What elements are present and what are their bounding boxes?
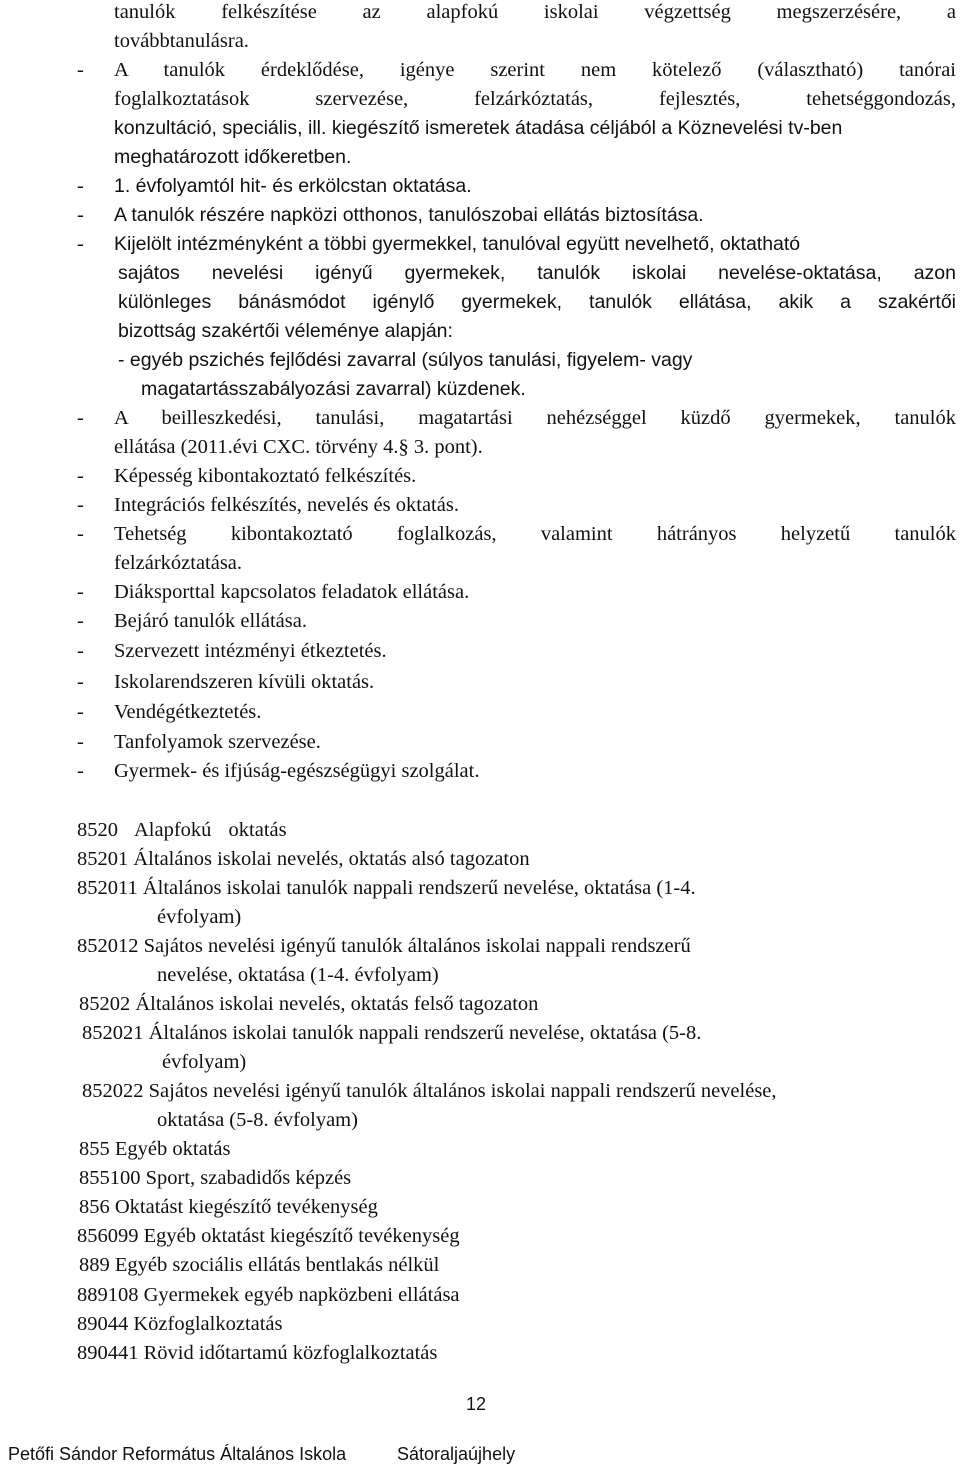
activity-code-cont: évfolyam) [162,1051,247,1073]
activity-code: 852011 Általános iskolai tanulók nappali rendszerű nevelése, oktatása (1-4. [77,877,696,899]
list-item-line: különleges bánásmódot igénylő gyermekek, tanulók ellátása, akik a szakértői [118,291,956,313]
paragraph-line: tanulók felkészítése az alapfokú iskolai végzettség megszerzésére, a [114,1,956,23]
list-item: Gyermek- és ifjúság-egészségügyi szolgálat. [114,760,480,782]
list-item: Vendégétkeztetés. [114,701,262,723]
list-dash: - [77,523,84,545]
list-dash: - [77,175,84,197]
list-item-line: sajátos nevelési igényű gyermekek, tanulók iskolai nevelése-oktatása, azon [118,262,956,284]
activity-code: 890441 Rövid időtartamú közfoglalkoztatás [77,1342,438,1364]
list-item-line: A beilleszkedési, tanulási, magatartási nehézséggel küzdő gyermekek, tanulók [114,407,956,429]
footer-town: Sátoraljaújhely [397,1444,516,1464]
activity-code: 852022 Sajátos nevelési igényű tanulók általános iskolai nappali rendszerű nevelése, [82,1080,777,1102]
activity-code: 855100 Sport, szabadidős képzés [79,1167,352,1189]
activity-code-cont: nevelése, oktatása (1-4. évfolyam) [157,964,439,986]
paragraph-line: továbbtanulásra. [114,30,249,52]
sub-item-line: magatartásszabályozási zavarral) küzdenek. [141,378,526,400]
list-dash: - [77,59,84,81]
list-item-line: meghatározott időkeretben. [114,146,352,168]
list-dash: - [77,610,84,632]
list-item: Integrációs felkészítés, nevelés és oktatás. [114,494,459,516]
activity-code: 85202 Általános iskolai nevelés, oktatás felső tagozaton [79,993,539,1015]
footer-school-name: Petőfi Sándor Református Általános Iskola [8,1444,347,1464]
list-item-line: A tanulók érdeklődése, igénye szerint nem kötelező (választható) tanórai [114,59,956,81]
list-item: Szervezett intézményi étkeztetés. [114,640,387,662]
activity-code: 852021 Általános iskolai tanulók nappali rendszerű nevelése, oktatása (5-8. [82,1022,702,1044]
list-item-line: bizottság szakértői véleménye alapján: [118,320,453,342]
activity-code: 852012 Sajátos nevelési igényű tanulók általános iskolai nappali rendszerű [77,935,691,957]
list-item: A tanulók részére napközi otthonos, tanulószobai ellátás biztosítása. [114,204,704,226]
list-dash: - [77,494,84,516]
list-item: Diáksporttal kapcsolatos feladatok ellátása. [114,581,470,603]
list-item-line: Tehetség kibontakoztató foglalkozás, valamint hátrányos helyzetű tanulók [114,523,956,545]
activity-code: 889 Egyéb szociális ellátás bentlakás nélkül [79,1254,440,1276]
list-item-line: felzárkóztatása. [114,552,243,574]
list-dash: - [77,204,84,226]
list-item-line: ellátása (2011.évi CXC. törvény 4.§ 3. pont). [114,436,483,458]
activity-code: 89044 Közfoglalkoztatás [77,1313,283,1335]
list-item: Tanfolyamok szervezése. [114,731,321,753]
list-item: Bejáró tanulók ellátása. [114,610,307,632]
activity-code: 856099 Egyéb oktatást kiegészítő tevékenység [77,1225,460,1247]
activity-code-cont: évfolyam) [157,906,242,928]
list-dash: - [77,760,84,782]
sub-item-line: - egyéb pszichés fejlődési zavarral (súlyos tanulási, figyelem- vagy [118,349,693,371]
list-item: Képesség kibontakoztató felkészítés. [114,465,417,487]
page-number: 12 [466,1394,487,1414]
list-item: Iskolarendszeren kívüli oktatás. [114,671,375,693]
list-dash: - [77,233,84,255]
list-dash: - [77,671,84,693]
activity-code-cont: oktatása (5-8. évfolyam) [157,1109,358,1131]
activity-code: 889108 Gyermekek egyéb napközbeni ellátása [77,1284,460,1306]
list-dash: - [77,701,84,723]
list-dash: - [77,640,84,662]
list-item: 1. évfolyamtól hit- és erkölcstan oktatása. [114,175,472,197]
list-item-line: konzultáció, speciális, ill. kiegészítő ismeretek átadása céljából a Köznevelési tv-ben [114,117,843,139]
activity-code: 856 Oktatást kiegészítő tevékenység [79,1196,378,1218]
list-dash: - [77,465,84,487]
activity-code: 855 Egyéb oktatás [79,1138,231,1160]
list-dash: - [77,581,84,603]
list-item-line: foglalkoztatások szervezése, felzárkóztatás, fejlesztés, tehetséggondozás, [114,88,956,110]
list-dash: - [77,407,84,429]
list-dash: - [77,731,84,753]
activity-code: 85201 Általános iskolai nevelés, oktatás alsó tagozaton [77,848,530,870]
activity-code: 8520 Alapfokú oktatás [77,819,287,841]
list-item-line: Kijelölt intézményként a többi gyermekkel, tanulóval együtt nevelhető, oktatható [114,233,801,255]
